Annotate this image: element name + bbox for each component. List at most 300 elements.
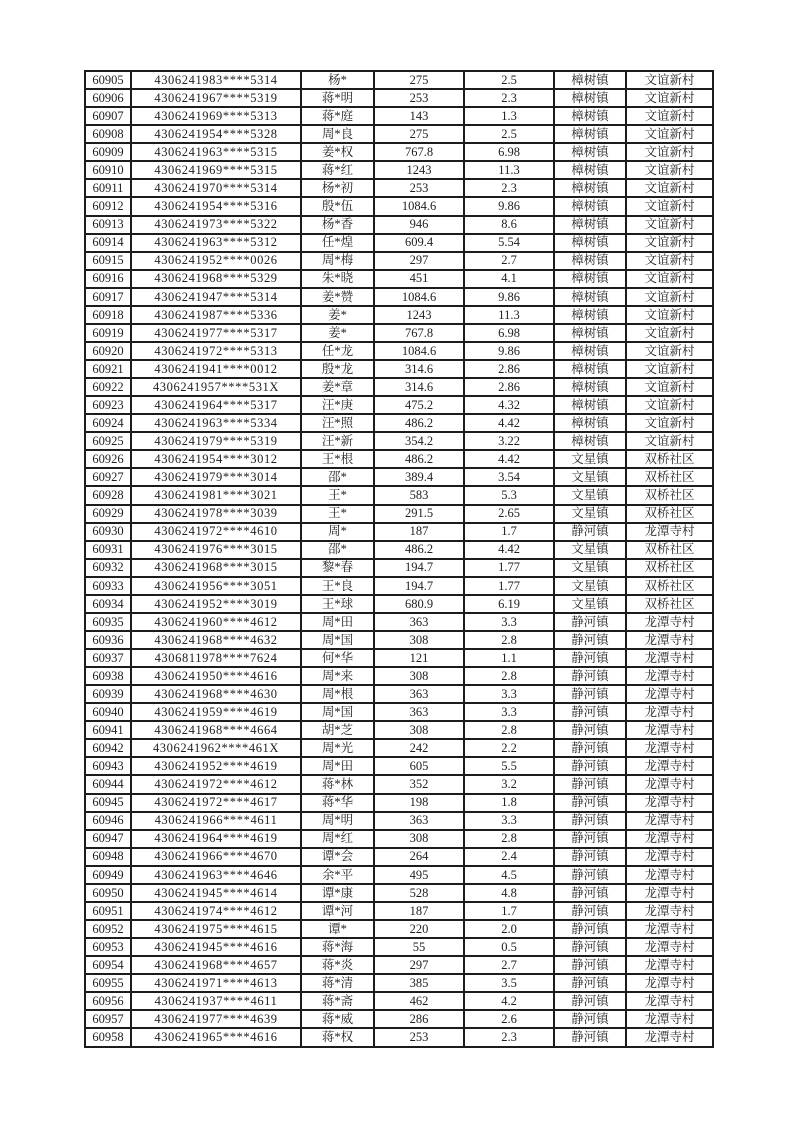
table-row: [85, 812, 713, 830]
cell-amount: 767.8: [374, 143, 464, 161]
cell-serial-number: 60932: [85, 559, 131, 577]
cell-serial-number: 60929: [85, 505, 131, 523]
cell-village: 龙潭寺村: [626, 812, 713, 830]
cell-amount: 253: [374, 179, 464, 197]
cell-town: 静河镇: [554, 974, 626, 992]
cell-village: 文谊新村: [626, 107, 713, 125]
cell-serial-number: 60939: [85, 685, 131, 703]
cell-name: 何*华: [301, 649, 374, 667]
cell-secondary-amount: 4.42: [464, 414, 554, 432]
table-row: [85, 89, 713, 107]
cell-amount: 605: [374, 757, 464, 775]
cell-name: 杨*初: [301, 179, 374, 197]
cell-town: 樟树镇: [554, 89, 626, 107]
cell-village: 文谊新村: [626, 161, 713, 179]
cell-name: 蒋*斋: [301, 992, 374, 1010]
cell-id-number: 4306241945****4616: [131, 938, 301, 956]
cell-name: 王*球: [301, 595, 374, 613]
cell-name: 周*来: [301, 667, 374, 685]
cell-amount: 308: [374, 830, 464, 848]
cell-village: 双桥社区: [626, 595, 713, 613]
cell-name: 王*: [301, 486, 374, 504]
cell-town: 樟树镇: [554, 107, 626, 125]
cell-village: 龙潭寺村: [626, 866, 713, 884]
cell-name: 姜*赞: [301, 288, 374, 306]
cell-amount: 286: [374, 1010, 464, 1028]
table-row: [85, 143, 713, 161]
cell-name: 周*明: [301, 812, 374, 830]
table-row: [85, 1010, 713, 1028]
cell-amount: 363: [374, 613, 464, 631]
cell-amount: 297: [374, 252, 464, 270]
table-row: [85, 902, 713, 920]
cell-serial-number: 60945: [85, 794, 131, 812]
table-row: [85, 830, 713, 848]
cell-village: 龙潭寺村: [626, 992, 713, 1010]
cell-amount: 198: [374, 794, 464, 812]
cell-serial-number: 60930: [85, 523, 131, 541]
cell-village: 龙潭寺村: [626, 830, 713, 848]
cell-amount: 242: [374, 739, 464, 757]
cell-amount: 194.7: [374, 577, 464, 595]
cell-amount: 385: [374, 974, 464, 992]
cell-secondary-amount: 0.5: [464, 938, 554, 956]
table-row: [85, 541, 713, 559]
cell-amount: 495: [374, 866, 464, 884]
cell-secondary-amount: 2.6: [464, 1010, 554, 1028]
table-row: [85, 775, 713, 793]
cell-id-number: 4306241968****4632: [131, 631, 301, 649]
cell-id-number: 4306241976****3015: [131, 541, 301, 559]
cell-amount: 486.2: [374, 541, 464, 559]
cell-serial-number: 60910: [85, 161, 131, 179]
cell-amount: 121: [374, 649, 464, 667]
cell-town: 静河镇: [554, 613, 626, 631]
cell-serial-number: 60922: [85, 378, 131, 396]
cell-serial-number: 60915: [85, 252, 131, 270]
cell-serial-number: 60946: [85, 812, 131, 830]
cell-village: 双桥社区: [626, 450, 713, 468]
cell-amount: 308: [374, 667, 464, 685]
cell-town: 樟树镇: [554, 432, 626, 450]
cell-secondary-amount: 3.3: [464, 613, 554, 631]
cell-amount: 363: [374, 703, 464, 721]
cell-village: 文谊新村: [626, 143, 713, 161]
cell-name: 谭*: [301, 920, 374, 938]
cell-id-number: 4306241954****3012: [131, 450, 301, 468]
cell-id-number: 4306241987****5336: [131, 306, 301, 324]
cell-serial-number: 60944: [85, 775, 131, 793]
cell-amount: 475.2: [374, 396, 464, 414]
table-row: [85, 288, 713, 306]
cell-serial-number: 60938: [85, 667, 131, 685]
table-row: [85, 974, 713, 992]
cell-serial-number: 60934: [85, 595, 131, 613]
cell-name: 蒋*华: [301, 794, 374, 812]
cell-serial-number: 60920: [85, 342, 131, 360]
cell-id-number: 4306241970****5314: [131, 179, 301, 197]
cell-village: 龙潭寺村: [626, 974, 713, 992]
cell-secondary-amount: 3.5: [464, 974, 554, 992]
cell-town: 樟树镇: [554, 414, 626, 432]
cell-name: 汪*新: [301, 432, 374, 450]
cell-secondary-amount: 4.1: [464, 270, 554, 288]
cell-serial-number: 60953: [85, 938, 131, 956]
cell-town: 樟树镇: [554, 306, 626, 324]
cell-id-number: 4306241964****4619: [131, 830, 301, 848]
cell-town: 静河镇: [554, 992, 626, 1010]
table-row: [85, 848, 713, 866]
cell-id-number: 4306241952****4619: [131, 757, 301, 775]
cell-town: 静河镇: [554, 866, 626, 884]
table-row: [85, 505, 713, 523]
cell-secondary-amount: 3.3: [464, 812, 554, 830]
cell-id-number: 4306241972****5313: [131, 342, 301, 360]
cell-serial-number: 60924: [85, 414, 131, 432]
cell-town: 文星镇: [554, 486, 626, 504]
cell-amount: 1084.6: [374, 342, 464, 360]
cell-serial-number: 60954: [85, 956, 131, 974]
cell-serial-number: 60921: [85, 360, 131, 378]
table-row: [85, 595, 713, 613]
cell-town: 樟树镇: [554, 360, 626, 378]
cell-serial-number: 60916: [85, 270, 131, 288]
cell-serial-number: 60941: [85, 721, 131, 739]
cell-amount: 264: [374, 848, 464, 866]
cell-town: 静河镇: [554, 884, 626, 902]
cell-name: 周*田: [301, 613, 374, 631]
table-row: [85, 956, 713, 974]
cell-id-number: 4306241964****5317: [131, 396, 301, 414]
cell-secondary-amount: 2.3: [464, 89, 554, 107]
cell-serial-number: 60957: [85, 1010, 131, 1028]
cell-amount: 389.4: [374, 468, 464, 486]
cell-amount: 583: [374, 486, 464, 504]
table-row: [85, 216, 713, 234]
cell-secondary-amount: 2.2: [464, 739, 554, 757]
table-row: [85, 107, 713, 125]
cell-amount: 528: [374, 884, 464, 902]
cell-town: 樟树镇: [554, 143, 626, 161]
cell-serial-number: 60937: [85, 649, 131, 667]
table-row: [85, 396, 713, 414]
cell-town: 樟树镇: [554, 197, 626, 215]
table-row: [85, 559, 713, 577]
cell-name: 周*红: [301, 830, 374, 848]
table-row: [85, 685, 713, 703]
cell-village: 文谊新村: [626, 252, 713, 270]
cell-serial-number: 60928: [85, 486, 131, 504]
cell-id-number: 4306241968****4657: [131, 956, 301, 974]
cell-town: 静河镇: [554, 649, 626, 667]
cell-serial-number: 60942: [85, 739, 131, 757]
cell-id-number: 4306241967****5319: [131, 89, 301, 107]
cell-name: 姜*权: [301, 143, 374, 161]
cell-amount: 308: [374, 631, 464, 649]
cell-amount: 363: [374, 812, 464, 830]
cell-id-number: 4306241969****5315: [131, 161, 301, 179]
cell-amount: 194.7: [374, 559, 464, 577]
table-row: [85, 920, 713, 938]
cell-village: 文谊新村: [626, 270, 713, 288]
cell-name: 谭*河: [301, 902, 374, 920]
cell-serial-number: 60907: [85, 107, 131, 125]
cell-secondary-amount: 2.8: [464, 721, 554, 739]
cell-serial-number: 60912: [85, 197, 131, 215]
cell-secondary-amount: 8.6: [464, 216, 554, 234]
cell-village: 文谊新村: [626, 216, 713, 234]
cell-name: 蒋*红: [301, 161, 374, 179]
cell-id-number: 4306241945****4614: [131, 884, 301, 902]
cell-village: 双桥社区: [626, 505, 713, 523]
cell-village: 龙潭寺村: [626, 920, 713, 938]
cell-secondary-amount: 3.3: [464, 703, 554, 721]
table-row: [85, 432, 713, 450]
cell-secondary-amount: 3.54: [464, 468, 554, 486]
cell-name: 王*: [301, 505, 374, 523]
cell-name: 殷*伍: [301, 197, 374, 215]
cell-id-number: 4306241972****4610: [131, 523, 301, 541]
cell-amount: 220: [374, 920, 464, 938]
cell-secondary-amount: 6.98: [464, 143, 554, 161]
cell-amount: 946: [374, 216, 464, 234]
cell-secondary-amount: 1.77: [464, 577, 554, 595]
cell-id-number: 4306241983****5314: [131, 71, 301, 89]
table-row: [85, 125, 713, 143]
cell-id-number: 4306241960****4612: [131, 613, 301, 631]
cell-serial-number: 60955: [85, 974, 131, 992]
cell-name: 王*根: [301, 450, 374, 468]
cell-serial-number: 60951: [85, 902, 131, 920]
cell-id-number: 4306241979****3014: [131, 468, 301, 486]
cell-secondary-amount: 5.54: [464, 234, 554, 252]
cell-name: 蒋*威: [301, 1010, 374, 1028]
cell-name: 任*龙: [301, 342, 374, 360]
table-row: [85, 649, 713, 667]
cell-amount: 314.6: [374, 378, 464, 396]
cell-id-number: 4306241959****4619: [131, 703, 301, 721]
cell-name: 谭*康: [301, 884, 374, 902]
cell-secondary-amount: 2.3: [464, 179, 554, 197]
cell-village: 双桥社区: [626, 541, 713, 559]
table-row: [85, 703, 713, 721]
cell-name: 王*良: [301, 577, 374, 595]
cell-village: 文谊新村: [626, 125, 713, 143]
cell-secondary-amount: 11.3: [464, 306, 554, 324]
cell-serial-number: 60940: [85, 703, 131, 721]
cell-id-number: 4306241979****5319: [131, 432, 301, 450]
cell-secondary-amount: 6.98: [464, 324, 554, 342]
cell-town: 樟树镇: [554, 234, 626, 252]
cell-serial-number: 60918: [85, 306, 131, 324]
cell-serial-number: 60956: [85, 992, 131, 1010]
cell-town: 静河镇: [554, 956, 626, 974]
cell-secondary-amount: 2.8: [464, 631, 554, 649]
cell-name: 蒋*权: [301, 1028, 374, 1047]
table-row: [85, 739, 713, 757]
cell-secondary-amount: 9.86: [464, 197, 554, 215]
cell-town: 静河镇: [554, 523, 626, 541]
cell-name: 蒋*清: [301, 974, 374, 992]
cell-village: 龙潭寺村: [626, 1010, 713, 1028]
cell-id-number: 4306241963****5312: [131, 234, 301, 252]
cell-id-number: 4306241954****5316: [131, 197, 301, 215]
cell-village: 龙潭寺村: [626, 703, 713, 721]
cell-amount: 352: [374, 775, 464, 793]
cell-secondary-amount: 2.86: [464, 378, 554, 396]
cell-village: 龙潭寺村: [626, 848, 713, 866]
cell-serial-number: 60948: [85, 848, 131, 866]
cell-village: 文谊新村: [626, 71, 713, 89]
cell-town: 文星镇: [554, 595, 626, 613]
cell-name: 汪*照: [301, 414, 374, 432]
cell-name: 朱*晓: [301, 270, 374, 288]
cell-town: 静河镇: [554, 812, 626, 830]
cell-serial-number: 60936: [85, 631, 131, 649]
cell-amount: 187: [374, 523, 464, 541]
cell-town: 樟树镇: [554, 161, 626, 179]
cell-amount: 1243: [374, 306, 464, 324]
cell-secondary-amount: 11.3: [464, 161, 554, 179]
cell-id-number: 4306241973****5322: [131, 216, 301, 234]
table-row: [85, 794, 713, 812]
cell-id-number: 4306241954****5328: [131, 125, 301, 143]
table-row: [85, 342, 713, 360]
cell-serial-number: 60923: [85, 396, 131, 414]
cell-town: 静河镇: [554, 685, 626, 703]
cell-id-number: 4306241968****4664: [131, 721, 301, 739]
cell-id-number: 4306241968****3015: [131, 559, 301, 577]
cell-village: 文谊新村: [626, 360, 713, 378]
records-table: [84, 70, 714, 1048]
cell-id-number: 4306241947****5314: [131, 288, 301, 306]
cell-secondary-amount: 2.4: [464, 848, 554, 866]
cell-village: 龙潭寺村: [626, 794, 713, 812]
cell-serial-number: 60931: [85, 541, 131, 559]
cell-amount: 1243: [374, 161, 464, 179]
cell-amount: 55: [374, 938, 464, 956]
table-row: [85, 252, 713, 270]
cell-id-number: 4306241968****4630: [131, 685, 301, 703]
cell-amount: 363: [374, 685, 464, 703]
cell-amount: 253: [374, 89, 464, 107]
cell-town: 静河镇: [554, 631, 626, 649]
cell-id-number: 4306241952****0026: [131, 252, 301, 270]
cell-village: 龙潭寺村: [626, 757, 713, 775]
cell-town: 文星镇: [554, 505, 626, 523]
cell-id-number: 4306241956****3051: [131, 577, 301, 595]
cell-id-number: 4306241975****4615: [131, 920, 301, 938]
cell-village: 双桥社区: [626, 468, 713, 486]
cell-secondary-amount: 1.8: [464, 794, 554, 812]
cell-name: 杨*: [301, 71, 374, 89]
cell-village: 文谊新村: [626, 378, 713, 396]
cell-serial-number: 60917: [85, 288, 131, 306]
cell-serial-number: 60958: [85, 1028, 131, 1047]
cell-id-number: 4306241941****0012: [131, 360, 301, 378]
cell-serial-number: 60911: [85, 179, 131, 197]
cell-town: 静河镇: [554, 920, 626, 938]
cell-amount: 314.6: [374, 360, 464, 378]
cell-town: 樟树镇: [554, 270, 626, 288]
cell-town: 樟树镇: [554, 125, 626, 143]
cell-town: 文星镇: [554, 559, 626, 577]
cell-serial-number: 60906: [85, 89, 131, 107]
cell-town: 静河镇: [554, 1028, 626, 1047]
cell-name: 任*煌: [301, 234, 374, 252]
cell-serial-number: 60909: [85, 143, 131, 161]
cell-id-number: 4306241978****3039: [131, 505, 301, 523]
cell-secondary-amount: 2.7: [464, 252, 554, 270]
cell-town: 樟树镇: [554, 324, 626, 342]
cell-secondary-amount: 1.7: [464, 902, 554, 920]
cell-amount: 1084.6: [374, 288, 464, 306]
cell-name: 余*平: [301, 866, 374, 884]
cell-secondary-amount: 1.1: [464, 649, 554, 667]
cell-id-number: 4306241952****3019: [131, 595, 301, 613]
cell-amount: 291.5: [374, 505, 464, 523]
cell-id-number: 4306241972****4617: [131, 794, 301, 812]
cell-name: 黎*春: [301, 559, 374, 577]
cell-amount: 767.8: [374, 324, 464, 342]
cell-id-number: 4306241981****3021: [131, 486, 301, 504]
cell-name: 周*田: [301, 757, 374, 775]
cell-village: 龙潭寺村: [626, 685, 713, 703]
cell-village: 龙潭寺村: [626, 1028, 713, 1047]
cell-amount: 253: [374, 1028, 464, 1047]
table-row: [85, 414, 713, 432]
cell-serial-number: 60925: [85, 432, 131, 450]
cell-village: 龙潭寺村: [626, 721, 713, 739]
cell-amount: 187: [374, 902, 464, 920]
table-row: [85, 161, 713, 179]
cell-town: 文星镇: [554, 577, 626, 595]
cell-town: 静河镇: [554, 1010, 626, 1028]
table-row: [85, 306, 713, 324]
cell-amount: 462: [374, 992, 464, 1010]
table-row: [85, 71, 713, 89]
cell-amount: 486.2: [374, 450, 464, 468]
cell-town: 樟树镇: [554, 342, 626, 360]
cell-town: 樟树镇: [554, 71, 626, 89]
table-row: [85, 523, 713, 541]
cell-id-number: 4306241963****4646: [131, 866, 301, 884]
table-row: [85, 234, 713, 252]
table-row: [85, 992, 713, 1010]
cell-serial-number: 60935: [85, 613, 131, 631]
table-row: [85, 197, 713, 215]
cell-secondary-amount: 3.3: [464, 685, 554, 703]
cell-secondary-amount: 4.42: [464, 541, 554, 559]
cell-town: 文星镇: [554, 541, 626, 559]
cell-name: 谭*会: [301, 848, 374, 866]
cell-secondary-amount: 6.19: [464, 595, 554, 613]
cell-village: 龙潭寺村: [626, 649, 713, 667]
cell-amount: 308: [374, 721, 464, 739]
cell-secondary-amount: 9.86: [464, 288, 554, 306]
table-row: [85, 866, 713, 884]
cell-id-number: 4306241969****5313: [131, 107, 301, 125]
cell-name: 周*根: [301, 685, 374, 703]
table-row: [85, 1028, 713, 1047]
cell-serial-number: 60919: [85, 324, 131, 342]
cell-town: 静河镇: [554, 775, 626, 793]
cell-town: 静河镇: [554, 721, 626, 739]
cell-name: 周*: [301, 523, 374, 541]
cell-village: 龙潭寺村: [626, 775, 713, 793]
cell-amount: 609.4: [374, 234, 464, 252]
cell-amount: 297: [374, 956, 464, 974]
